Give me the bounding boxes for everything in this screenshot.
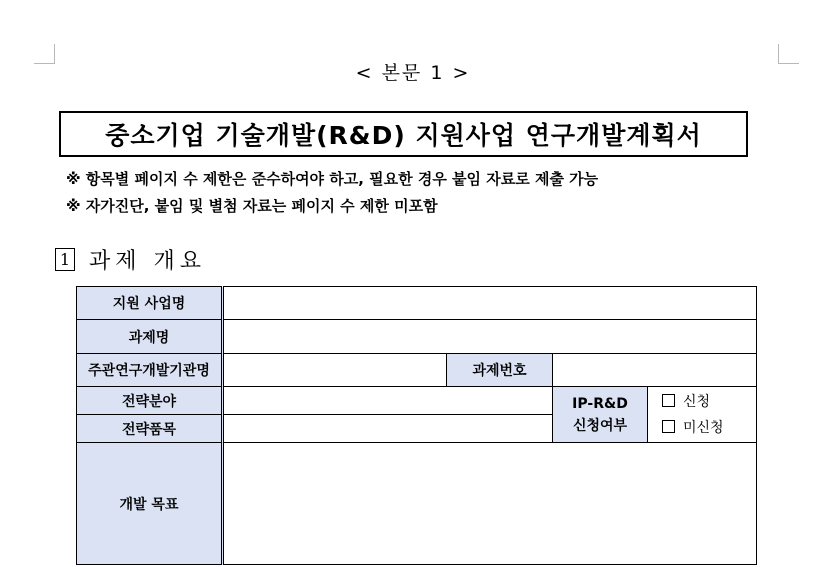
support-program-field[interactable] [223,287,757,320]
project-name-label: 과제명 [77,320,223,354]
dev-goal-label: 개발 목표 [77,443,223,565]
strategic-field-label: 전략분야 [77,387,223,415]
table-row [77,443,757,565]
project-name-field[interactable] [223,320,757,354]
strategic-item-field[interactable] [223,415,553,443]
table-row [77,320,757,354]
option-apply[interactable] [662,389,756,415]
option-not-apply[interactable] [662,415,756,441]
ip-rd-label [553,387,648,443]
note-page-limit: ※ 항목별 페이지 수 제한은 준수하여야 하고, 필요한 경우 붙임 자료로 제출 가능 [66,170,599,188]
table-row [77,387,757,415]
table-row [77,354,757,387]
project-no-field[interactable] [553,354,757,387]
section-heading-text: 과제 개요 [89,249,207,274]
document-title: 중소기업 기술개발(R&D) 지원사업 연구개발계획서 [105,121,702,150]
document-title-box [59,111,748,157]
note-exclusions: ※ 자가진단, 붙임 및 별첨 자료는 페이지 수 제한 미포함 [66,197,438,215]
strategic-field-field[interactable] [223,387,553,415]
option-apply-label: 신청 [683,393,711,410]
checkbox-apply[interactable] [662,394,675,407]
table-row [77,287,757,320]
lead-org-label: 주관연구개발기관명 [77,354,223,387]
checkbox-not-apply[interactable] [662,420,675,433]
section-heading [55,244,206,275]
section-number-box: 1 [55,248,75,271]
lead-org-field[interactable] [223,354,447,387]
strategic-item-label: 전략품목 [77,415,223,443]
section-label: < 본문 1 > [355,62,471,84]
ip-rd-label-line2: 신청여부 [572,417,628,434]
option-not-apply-label: 미신청 [683,419,724,436]
ip-rd-label-line1: IP-R&D [572,395,628,412]
project-overview-table [76,286,757,565]
project-no-label: 과제번호 [447,354,553,387]
dev-goal-field[interactable] [223,443,757,565]
support-program-label: 지원 사업명 [77,287,223,320]
ip-rd-options [648,387,757,443]
